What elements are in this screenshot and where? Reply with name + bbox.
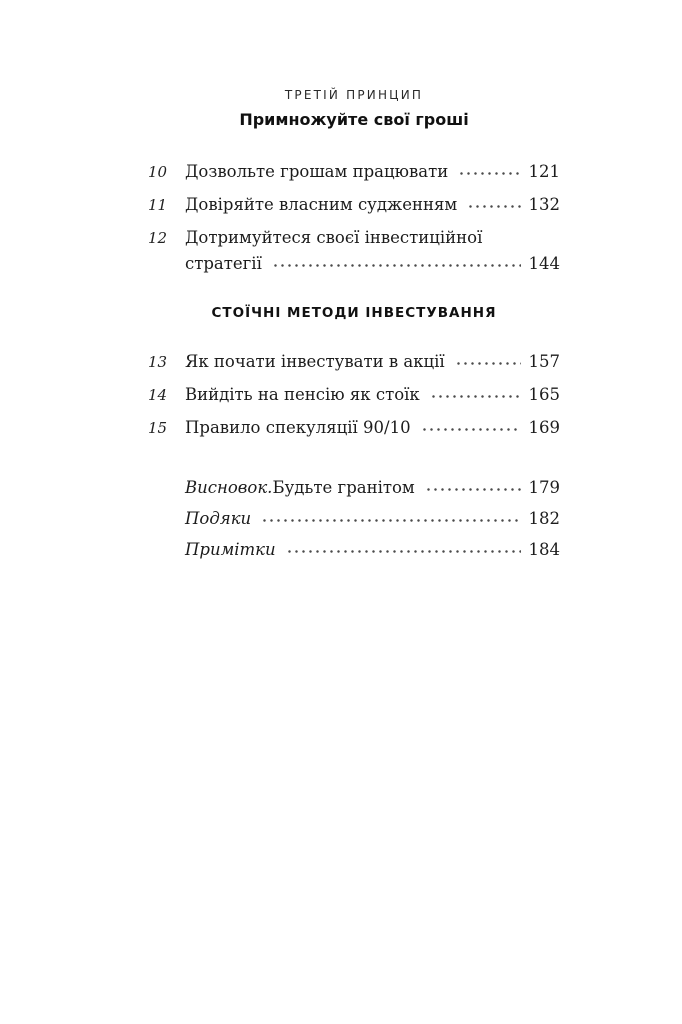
leader-dots [455, 360, 521, 367]
toc-entry [148, 415, 560, 441]
part-title: Примножуйте свої гроші [239, 110, 469, 129]
leader-dots [430, 393, 521, 400]
leader-dots [467, 203, 520, 210]
toc-entry [148, 225, 560, 277]
backmatter-entry [148, 475, 560, 501]
toc-entry [148, 382, 560, 408]
chapter-title: Дозвольте грошам працювати [185, 162, 449, 181]
backmatter-title-italic: Подяки [185, 509, 252, 528]
toc-entry [148, 349, 560, 375]
leader-dots [458, 170, 520, 177]
page-number: 165 [528, 385, 560, 404]
chapter-title: Правило спекуляції 90/10 [185, 418, 411, 437]
chapter-title: Довіряйте власним судженням [185, 195, 458, 214]
toc-content [148, 88, 560, 563]
leader-dots [425, 486, 521, 493]
page-number: 121 [528, 162, 560, 181]
backmatter-title-italic: Висновок. [185, 478, 273, 497]
chapter-title-line2: стратегії [185, 254, 262, 273]
page-number: 184 [528, 540, 560, 559]
leader-dots [261, 517, 520, 524]
part-kicker: ТРЕТІЙ ПРИНЦИП [284, 88, 424, 102]
toc-entry [148, 159, 560, 185]
leader-dots [421, 426, 521, 433]
chapter-number: 15 [148, 419, 168, 437]
page-number: 132 [528, 195, 560, 214]
part-heading [148, 88, 560, 129]
chapter-title: Вийдіть на пенсію як стоїк [185, 385, 420, 404]
backmatter-title-regular: Будьте гранітом [272, 478, 415, 497]
chapter-number: 10 [148, 163, 168, 181]
backmatter-entry [148, 537, 560, 563]
backmatter-entry [148, 506, 560, 532]
backmatter-section [148, 475, 560, 563]
leader-dots [286, 548, 521, 555]
backmatter-title-italic: Примітки [185, 540, 276, 559]
page-number: 144 [528, 254, 560, 273]
toc-entry [148, 192, 560, 218]
chapter-number: 12 [148, 229, 168, 247]
section-title: СТОЇЧНІ МЕТОДИ ІНВЕСТУВАННЯ [211, 305, 497, 321]
page-number: 169 [528, 418, 560, 437]
chapter-title: Як почати інвестувати в акції [185, 352, 445, 371]
chapter-number: 11 [148, 196, 168, 214]
page-number: 179 [528, 478, 560, 497]
page-number: 182 [528, 509, 560, 528]
chapter-number: 14 [148, 386, 168, 404]
chapter-number: 13 [148, 353, 168, 371]
leader-dots [272, 262, 521, 269]
page-number: 157 [528, 352, 560, 371]
chapter-title-line1: Дотримуйтеся своєї інвестиційної [185, 228, 483, 247]
